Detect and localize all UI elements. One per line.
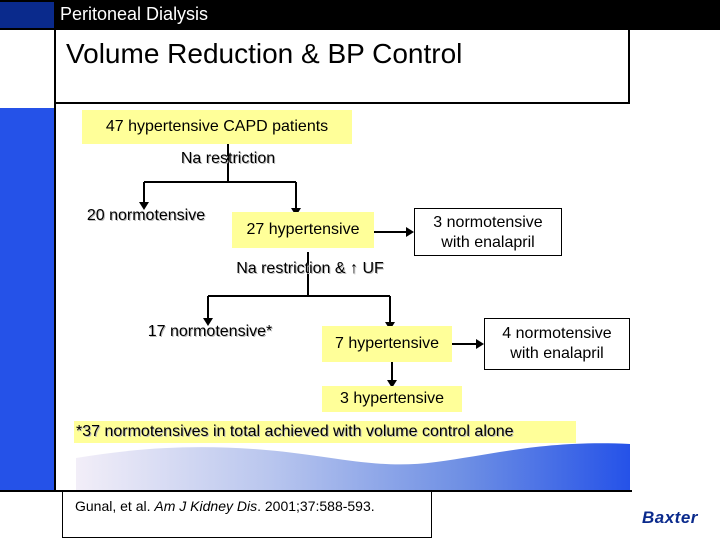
result-hypertensive-3: 3 hypertensive <box>322 386 462 412</box>
arrow-up-icon: ↑ <box>350 260 359 277</box>
citation-authors: Gunal, et al. <box>75 498 151 514</box>
citation-journal: Am J Kidney Dis <box>154 498 258 514</box>
result-enalapril-3 <box>414 208 562 256</box>
start-box: 47 hypertensive CAPD patients <box>82 110 352 144</box>
result-normotensive-17: 17 normotensive* <box>147 323 273 340</box>
step-na-restriction: Na restriction <box>180 150 276 167</box>
footnote: *37 normotensives in total achieved with volume control alone <box>74 421 576 443</box>
step-na-restriction-uf <box>210 260 410 282</box>
result-hypertensive-27: 27 hypertensive <box>232 212 374 248</box>
step2-uf: UF <box>362 260 384 277</box>
slide-title: Volume Reduction & BP Control <box>66 38 463 69</box>
section-title: Peritoneal Dialysis <box>60 4 209 24</box>
baxter-logo: Baxter <box>642 508 698 527</box>
enalapril-4-line1: 4 normotensive <box>502 325 612 342</box>
enalapril-3-line2: with enalapril <box>441 234 535 251</box>
result-hypertensive-7: 7 hypertensive <box>322 326 452 362</box>
citation <box>62 492 432 538</box>
enalapril-3-line1: 3 normotensive <box>433 214 543 231</box>
result-normotensive-20: 20 normotensive <box>86 207 206 224</box>
enalapril-4-line2: with enalapril <box>510 345 604 362</box>
step2-label: Na restriction & <box>236 260 346 277</box>
result-enalapril-4 <box>484 318 630 370</box>
citation-details: . 2001;37:588-593. <box>257 498 375 514</box>
